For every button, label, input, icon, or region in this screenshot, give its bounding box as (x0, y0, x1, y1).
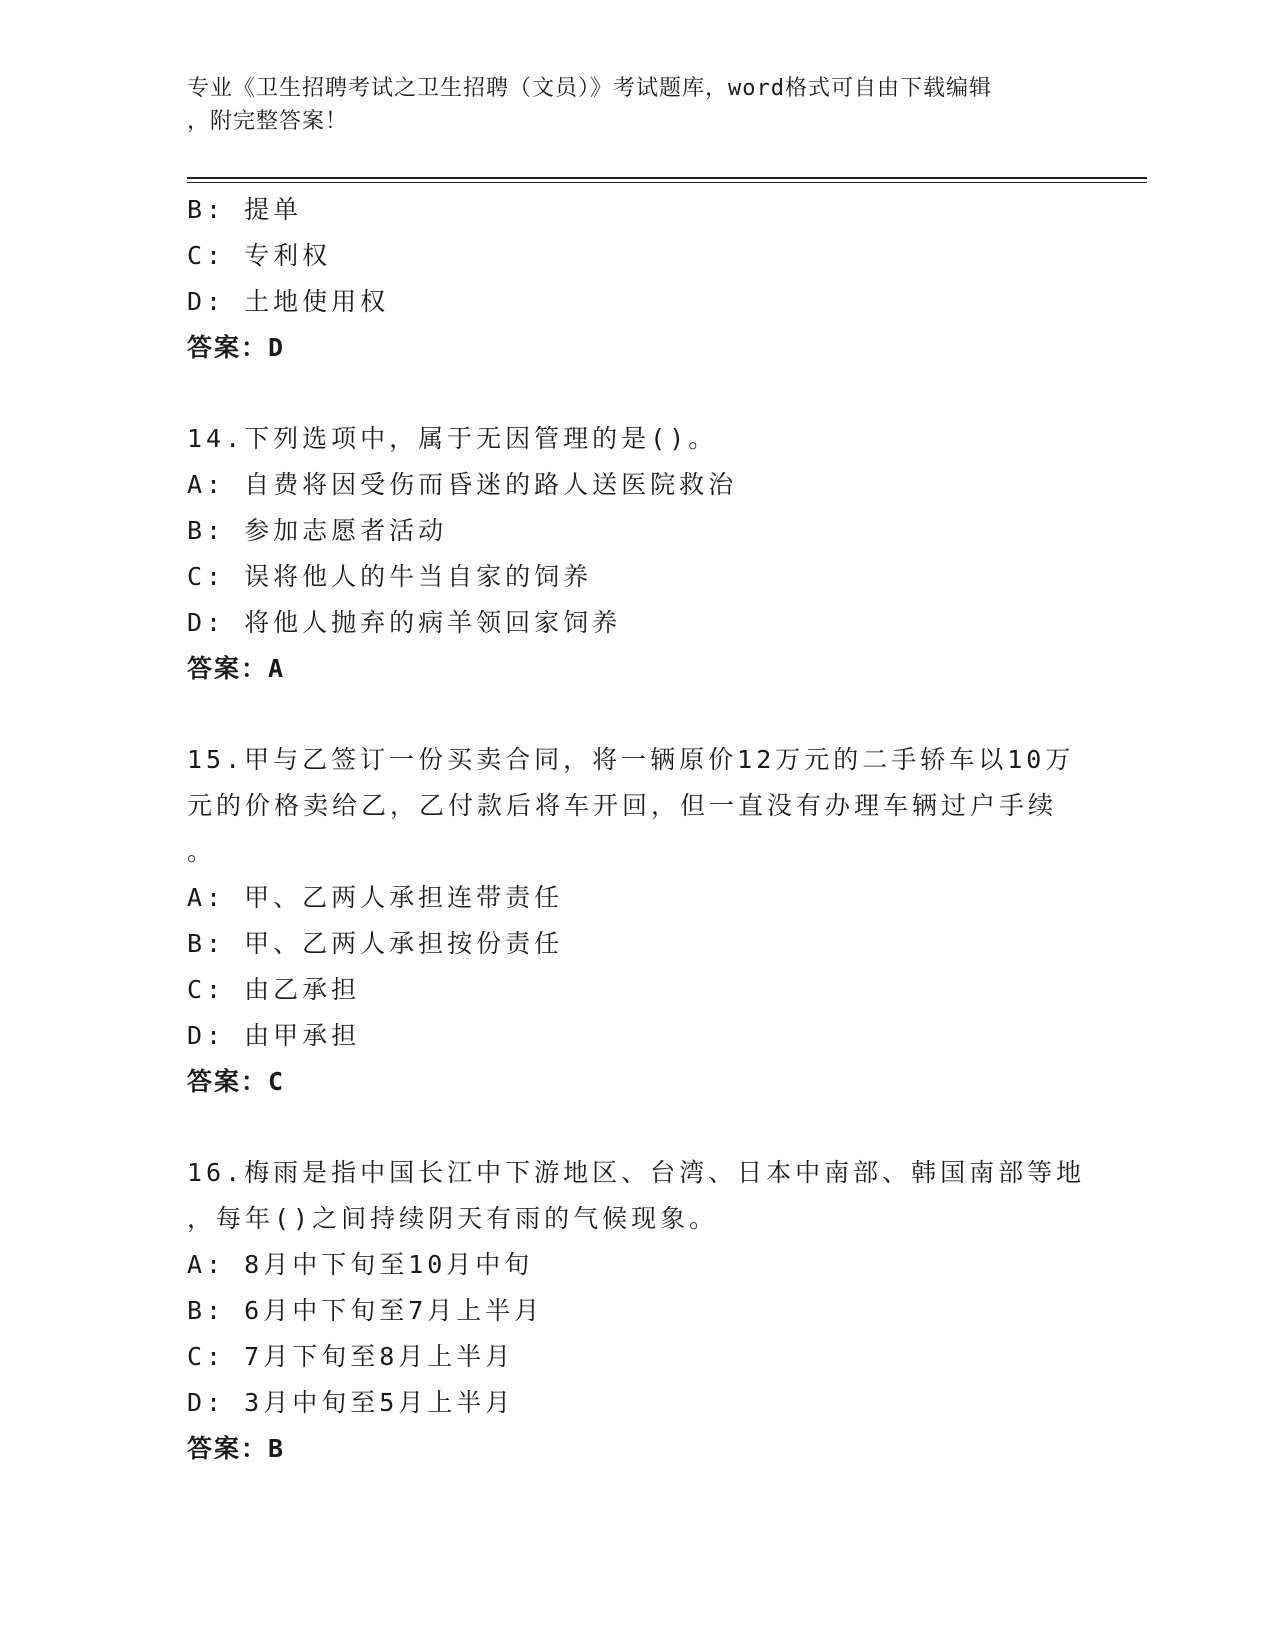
option-a: A: 8月中下旬至10月中旬 (187, 1250, 534, 1279)
option-b: B: 提单 (187, 195, 303, 224)
header-line-1: 专业《卫生招聘考试之卫生招聘（文员）》考试题库，word格式可自由下载编辑 (187, 76, 992, 101)
question-16 (187, 1150, 1087, 1472)
option-a: A: 自费将因受伤而昏迷的路人送医院救治 (187, 470, 738, 499)
question-stem-line-1: 16.梅雨是指中国长江中下游地区、台湾、日本中南部、韩国南部等地 (187, 1158, 1086, 1187)
question-list (187, 187, 1087, 1472)
question-stem: 14.下列选项中，属于无因管理的是()。 (187, 424, 718, 453)
option-b: B: 参加志愿者活动 (187, 516, 448, 545)
option-d: D: 土地使用权 (187, 287, 390, 316)
question-stem-line-1: 15.甲与乙签订一份买卖合同，将一辆原价12万元的二手轿车以10万 (187, 745, 1075, 774)
header-divider-thin (187, 182, 1147, 183)
answer: 答案：C (187, 1067, 286, 1096)
spacer (187, 371, 1087, 416)
question-15 (187, 737, 1087, 1105)
question-14 (187, 416, 1087, 692)
option-b: B: 甲、乙两人承担按份责任 (187, 929, 564, 958)
document-header (187, 72, 1087, 138)
spacer (187, 692, 1087, 737)
option-d: D: 3月中旬至5月上半月 (187, 1388, 515, 1417)
answer: 答案：B (187, 1434, 286, 1463)
option-a: A: 甲、乙两人承担连带责任 (187, 883, 564, 912)
option-b: B: 6月中下旬至7月上半月 (187, 1296, 544, 1325)
header-divider-thick (187, 177, 1147, 179)
header-line-2: ，附完整答案！ (187, 109, 349, 134)
option-d: D: 由甲承担 (187, 1021, 361, 1050)
option-d: D: 将他人抛弃的病羊领回家饲养 (187, 608, 622, 637)
question-stem-line-3: 。 (187, 837, 217, 866)
question-stem-line-2: 元的价格卖给乙，乙付款后将车开回，但一直没有办理车辆过户手续 (187, 791, 1058, 820)
question-stem-line-2: ，每年()之间持续阴天有雨的气候现象。 (187, 1204, 719, 1233)
option-c: C: 由乙承担 (187, 975, 361, 1004)
option-c: C: 7月下旬至8月上半月 (187, 1342, 515, 1371)
answer: 答案：D (187, 333, 286, 362)
answer: 答案：A (187, 654, 286, 683)
option-c: C: 误将他人的牛当自家的饲养 (187, 562, 593, 591)
question-13 (187, 187, 1087, 371)
option-c: C: 专利权 (187, 241, 332, 270)
spacer (187, 1105, 1087, 1150)
